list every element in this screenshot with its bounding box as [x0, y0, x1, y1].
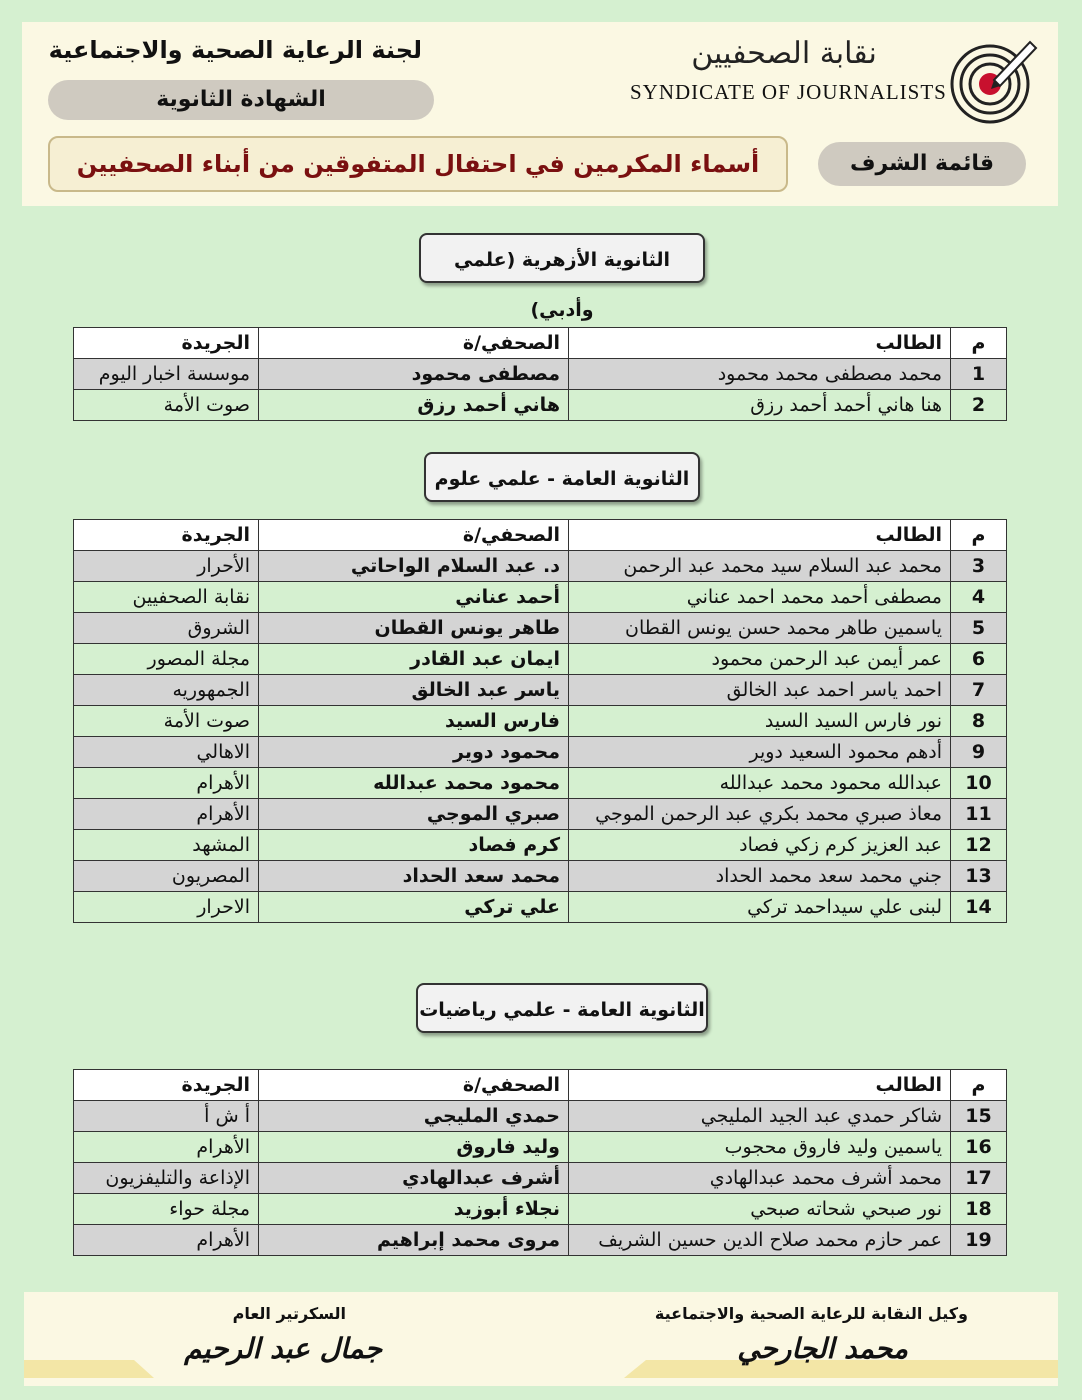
table-header-row [74, 328, 1007, 359]
honor-list-badge: قائمة الشرف [818, 142, 1026, 186]
secretary-general-signature: جمال عبد الرحيم [184, 1332, 382, 1365]
journalist-name: مصطفى محمود [259, 359, 569, 390]
journalist-name: فارس السيد [259, 706, 569, 737]
student-name: ياسمين وليد فاروق محجوب [569, 1132, 951, 1163]
row-number: 14 [951, 892, 1007, 923]
committee-name: لجنة الرعاية الصحية والاجتماعية [48, 36, 422, 64]
table-row [74, 830, 1007, 861]
column-header-student: الطالب [569, 1070, 951, 1101]
journalist-name: أحمد عناني [259, 582, 569, 613]
row-number: 3 [951, 551, 1007, 582]
student-name: لبنى علي سيداحمد تركي [569, 892, 951, 923]
newspaper-name: الأهرام [74, 1225, 259, 1256]
row-number: 2 [951, 390, 1007, 421]
row-number: 18 [951, 1194, 1007, 1225]
journalist-name: مروى محمد إبراهيم [259, 1225, 569, 1256]
row-number: 4 [951, 582, 1007, 613]
column-header-num: م [951, 1070, 1007, 1101]
row-number: 17 [951, 1163, 1007, 1194]
row-number: 9 [951, 737, 1007, 768]
journalist-name: ياسر عبد الخالق [259, 675, 569, 706]
student-name: معاذ صبري محمد بكري عبد الرحمن الموجي [569, 799, 951, 830]
logo-arabic-text: نقابة الصحفيين [691, 36, 877, 71]
journalist-name: ايمان عبد القادر [259, 644, 569, 675]
newspaper-name: المشهد [74, 830, 259, 861]
student-name: شاكر حمدي عبد الجيد المليجي [569, 1101, 951, 1132]
student-name: احمد ياسر احمد عبد الخالق [569, 675, 951, 706]
section-label-science: الثانوية العامة - علمي علوم [424, 452, 700, 502]
honors-table-azhar [73, 327, 1007, 421]
student-name: محمد أشرف محمد عبدالهادي [569, 1163, 951, 1194]
table-row [74, 1101, 1007, 1132]
row-number: 13 [951, 861, 1007, 892]
document-header [22, 22, 1058, 206]
newspaper-name: الإذاعة والتليفزيون [74, 1163, 259, 1194]
student-name: عمر حازم محمد صلاح الدين حسين الشريف [569, 1225, 951, 1256]
syndicate-logo-icon [942, 34, 1040, 126]
row-number: 19 [951, 1225, 1007, 1256]
newspaper-name: الاحرار [74, 892, 259, 923]
student-name: محمد مصطفى محمد محمود [569, 359, 951, 390]
journalist-name: علي تركي [259, 892, 569, 923]
journalist-name: حمدي المليجي [259, 1101, 569, 1132]
student-name: نور صبحي شحاته صبحي [569, 1194, 951, 1225]
row-number: 1 [951, 359, 1007, 390]
newspaper-name: موسسة اخبار اليوم [74, 359, 259, 390]
column-header-num: م [951, 328, 1007, 359]
section-label-math: الثانوية العامة - علمي رياضيات [416, 983, 708, 1033]
journalist-name: محمود محمد عبدالله [259, 768, 569, 799]
table-row [74, 644, 1007, 675]
journalist-name: نجلاء أبوزيد [259, 1194, 569, 1225]
newspaper-name: مجلة حواء [74, 1194, 259, 1225]
newspaper-name: الجمهوريه [74, 675, 259, 706]
table-header-row [74, 1070, 1007, 1101]
column-header-student: الطالب [569, 520, 951, 551]
column-header-journalist: الصحفي/ة [259, 520, 569, 551]
row-number: 8 [951, 706, 1007, 737]
journalist-name: د. عبد السلام الواحاتي [259, 551, 569, 582]
newspaper-name: صوت الأمة [74, 706, 259, 737]
column-header-paper: الجريدة [74, 1070, 259, 1101]
table-row [74, 799, 1007, 830]
table-row [74, 768, 1007, 799]
student-name: عمر أيمن عبد الرحمن محمود [569, 644, 951, 675]
table-row [74, 861, 1007, 892]
student-name: نور فارس السيد السيد [569, 706, 951, 737]
column-header-paper: الجريدة [74, 328, 259, 359]
student-name: عبد العزيز كرم زكي فصاد [569, 830, 951, 861]
table-row [74, 1132, 1007, 1163]
student-name: أدهم محمود السعيد دوير [569, 737, 951, 768]
certificate-badge: الشهادة الثانوية [48, 80, 434, 120]
row-number: 10 [951, 768, 1007, 799]
student-name: عبدالله محمود محمد عبدالله [569, 768, 951, 799]
journalist-name: محمد سعد الحداد [259, 861, 569, 892]
journalist-name: صبري الموجي [259, 799, 569, 830]
logo-english-text: SYNDICATE OF JOURNALISTS [630, 80, 947, 104]
column-header-num: م [951, 520, 1007, 551]
table-row [74, 1225, 1007, 1256]
row-number: 11 [951, 799, 1007, 830]
row-number: 6 [951, 644, 1007, 675]
journalist-name: كرم فصاد [259, 830, 569, 861]
column-header-journalist: الصحفي/ة [259, 1070, 569, 1101]
table-row [74, 706, 1007, 737]
document-title: أسماء المكرمين في احتفال المتفوقين من أبناء الصحفيين [48, 136, 788, 192]
row-number: 7 [951, 675, 1007, 706]
deputy-title: وكيل النقابة للرعاية الصحية والاجتماعية [654, 1304, 968, 1323]
newspaper-name: المصريون [74, 861, 259, 892]
table-row [74, 551, 1007, 582]
table-row [74, 613, 1007, 644]
journalist-name: أشرف عبدالهادي [259, 1163, 569, 1194]
newspaper-name: الأهرام [74, 799, 259, 830]
deputy-signature: محمد الجارحي [737, 1332, 908, 1365]
journalist-name: وليد فاروق [259, 1132, 569, 1163]
newspaper-name: صوت الأمة [74, 390, 259, 421]
newspaper-name: الأحرار [74, 551, 259, 582]
column-header-paper: الجريدة [74, 520, 259, 551]
honors-table-math [73, 1069, 1007, 1256]
row-number: 15 [951, 1101, 1007, 1132]
secretary-general-title: السكرتير العام [232, 1304, 346, 1323]
newspaper-name: الأهرام [74, 768, 259, 799]
table-row [74, 359, 1007, 390]
journalist-name: هاني أحمد رزق [259, 390, 569, 421]
student-name: جني محمد سعد محمد الحداد [569, 861, 951, 892]
table-row [74, 892, 1007, 923]
newspaper-name: أ ش أ [74, 1101, 259, 1132]
table-row [74, 390, 1007, 421]
section-label-azhar: الثانوية الأزهرية (علمي وأدبي) [419, 233, 705, 283]
journalist-name: محمود دوير [259, 737, 569, 768]
footer-ornament-left [24, 1350, 154, 1378]
table-row [74, 582, 1007, 613]
student-name: ياسمين طاهر محمد حسن يونس القطان [569, 613, 951, 644]
row-number: 5 [951, 613, 1007, 644]
newspaper-name: الشروق [74, 613, 259, 644]
journalist-name: طاهر يونس القطان [259, 613, 569, 644]
student-name: هنا هاني أحمد أحمد رزق [569, 390, 951, 421]
newspaper-name: الأهرام [74, 1132, 259, 1163]
table-row [74, 675, 1007, 706]
column-header-journalist: الصحفي/ة [259, 328, 569, 359]
student-name: مصطفى أحمد محمد احمد عناني [569, 582, 951, 613]
table-header-row [74, 520, 1007, 551]
newspaper-name: مجلة المصور [74, 644, 259, 675]
row-number: 16 [951, 1132, 1007, 1163]
newspaper-name: الاهالي [74, 737, 259, 768]
signature-footer [24, 1292, 1058, 1386]
table-row [74, 1194, 1007, 1225]
student-name: محمد عبد السلام سيد محمد عبد الرحمن [569, 551, 951, 582]
honors-table-science [73, 519, 1007, 923]
table-row [74, 1163, 1007, 1194]
row-number: 12 [951, 830, 1007, 861]
column-header-student: الطالب [569, 328, 951, 359]
table-row [74, 737, 1007, 768]
newspaper-name: نقابة الصحفيين [74, 582, 259, 613]
